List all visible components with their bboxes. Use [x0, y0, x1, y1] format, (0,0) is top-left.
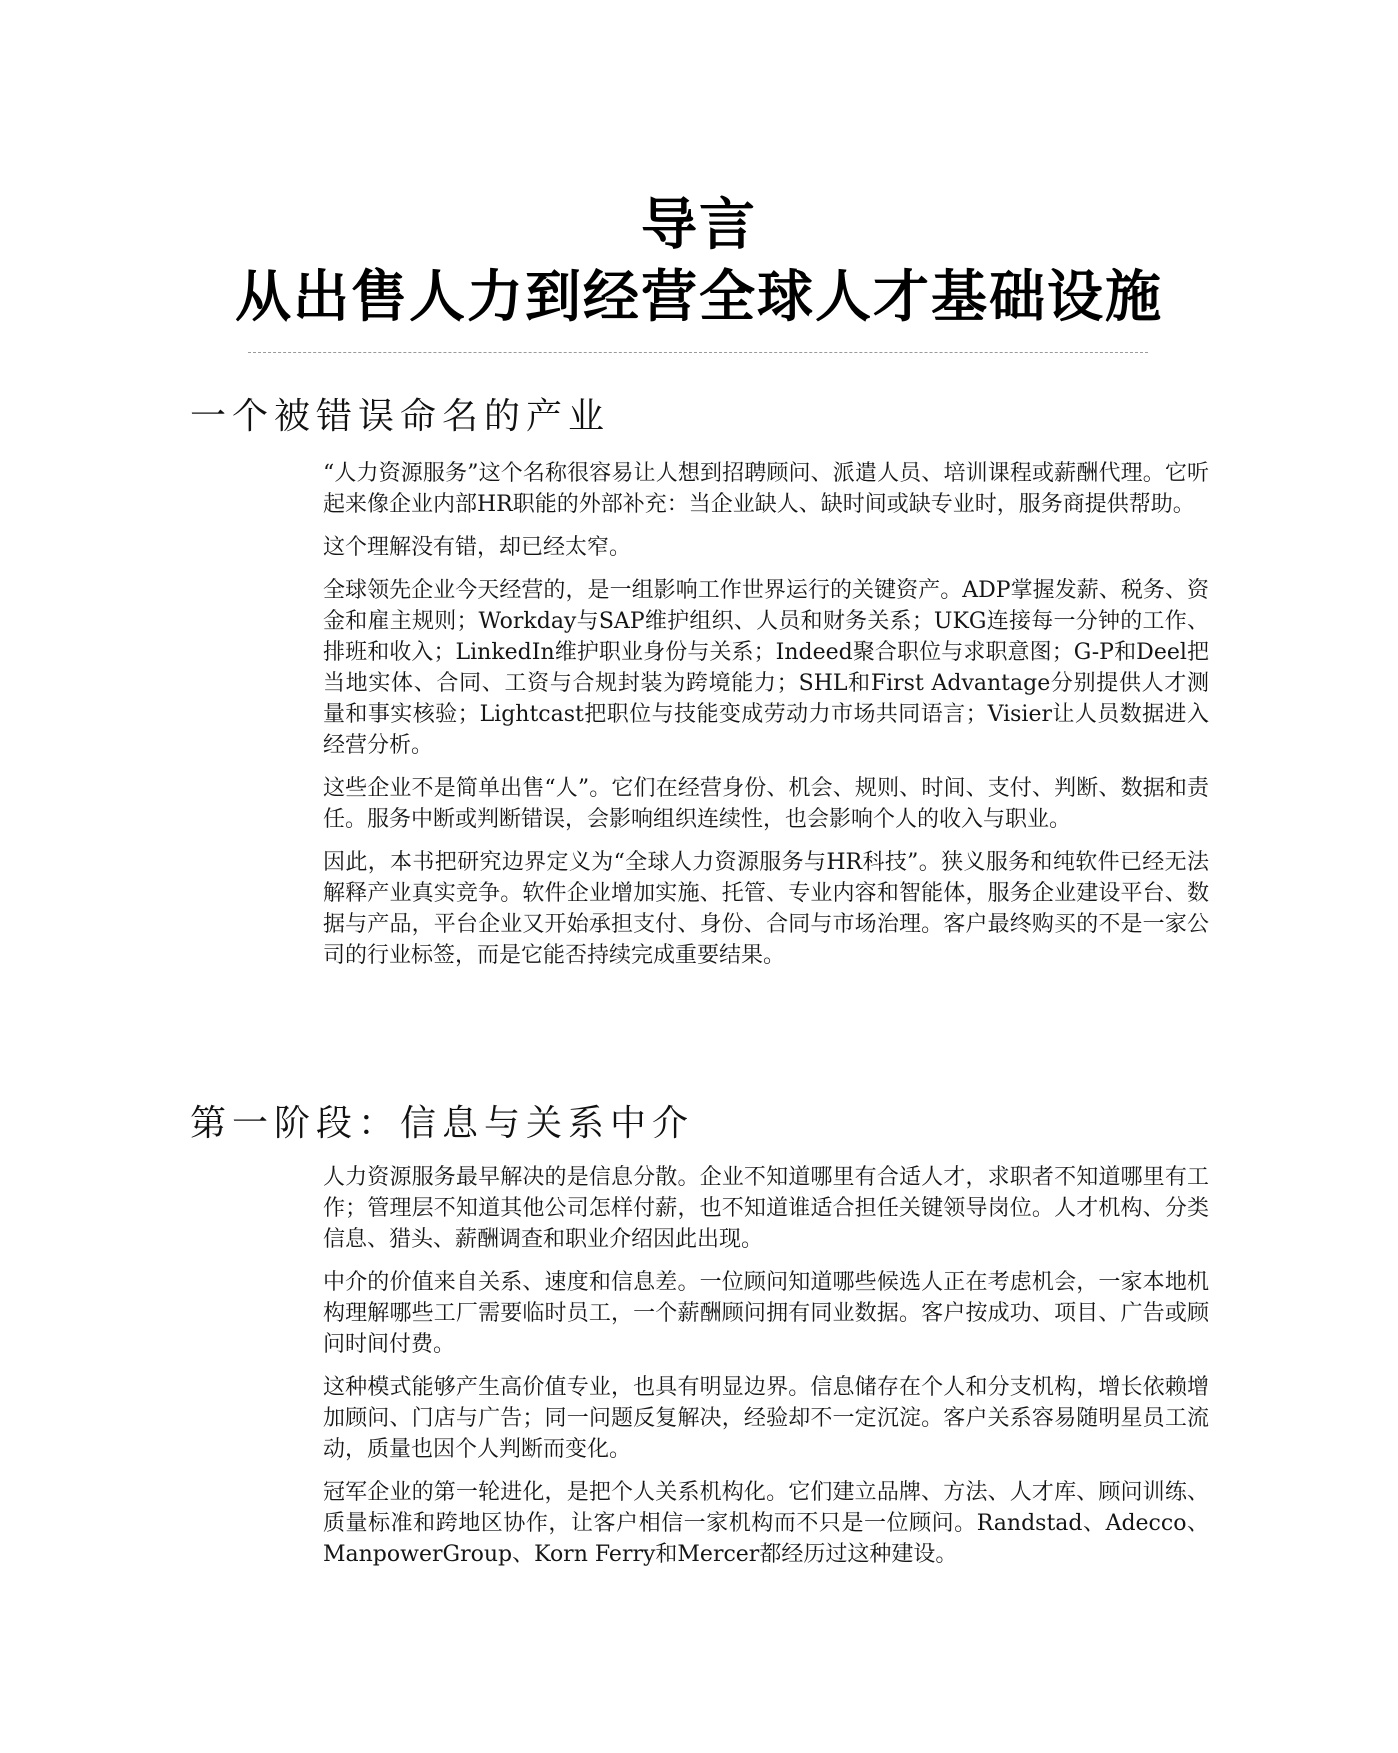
paragraph: 中介的价值来自关系、速度和信息差。一位顾问知道哪些候选人正在考虑机会，一家本地机构理解哪些工厂需要临时员工，一个薪酬顾问拥有同业数据。客户按成功、项目、广告或顾问时间付费。	[323, 1270, 1209, 1357]
paragraph: 人力资源服务最早解决的是信息分散。企业不知道哪里有合适人才，求职者不知道哪里有工作；管理层不知道其他公司怎样付薪，也不知道谁适合担任关键领导岗位。人才机构、分类信息、猎头、薪酬调查和职业介绍因此出现。	[323, 1165, 1209, 1252]
paragraph: 冠军企业的第一轮进化，是把个人关系机构化。它们建立品牌、方法、人才库、顾问训练、质量标准和跨地区协作，让客户相信一家机构而不只是一位顾问。Randstad、Adecco、ManpowerGroup、Korn Ferry和Mercer都经历过这种建设。	[323, 1480, 1209, 1567]
section-heading-2: 第一阶段：信息与关系中介	[190, 1103, 695, 1144]
title-divider	[248, 352, 1148, 353]
chapter-title-line-1: 导言	[641, 193, 757, 258]
section-body-1	[323, 458, 1209, 983]
section-heading-1: 一个被错误命名的产业	[190, 396, 611, 437]
section-body-2	[323, 1162, 1209, 1582]
chapter-title	[0, 190, 1398, 334]
paragraph: 这些企业不是简单出售“人”。它们在经营身份、机会、规则、时间、支付、判断、数据和责任。服务中断或判断错误，会影响组织连续性，也会影响个人的收入与职业。	[323, 776, 1209, 832]
paragraph: 因此，本书把研究边界定义为“全球人力资源服务与HR科技”。狭义服务和纯软件已经无法解释产业真实竞争。软件企业增加实施、托管、专业内容和智能体，服务企业建设平台、数据与产品，平台企业又开始承担支付、身份、合同与市场治理。客户最终购买的不是一家公司的行业标签，而是它能否持续完成重要结果。	[323, 850, 1209, 968]
paragraph: 全球领先企业今天经营的，是一组影响工作世界运行的关键资产。ADP掌握发薪、税务、资金和雇主规则；Workday与SAP维护组织、人员和财务关系；UKG连接每一分钟的工作、排班和收入；LinkedIn维护职业身份与关系；Indeed聚合职位与求职意图；G-P和Deel把当地实体、合同、工资与合规封装为跨境能力；SHL和First Advantage分别提供人才测量和事实核验；Lightcast把职位与技能变成劳动力市场共同语言；Visier让人员数据进入经营分析。	[323, 578, 1209, 758]
paragraph: 这种模式能够产生高价值专业，也具有明显边界。信息储存在个人和分支机构，增长依赖增加顾问、门店与广告；同一问题反复解决，经验却不一定沉淀。客户关系容易随明星员工流动，质量也因个人判断而变化。	[323, 1375, 1209, 1462]
paragraph: 这个理解没有错，却已经太窄。	[323, 535, 632, 560]
chapter-title-line-2: 从出售人力到经营全球人才基础设施	[235, 265, 1163, 330]
paragraph: “人力资源服务”这个名称很容易让人想到招聘顾问、派遣人员、培训课程或薪酬代理。它听起来像企业内部HR职能的外部补充：当企业缺人、缺时间或缺专业时，服务商提供帮助。	[323, 461, 1209, 517]
